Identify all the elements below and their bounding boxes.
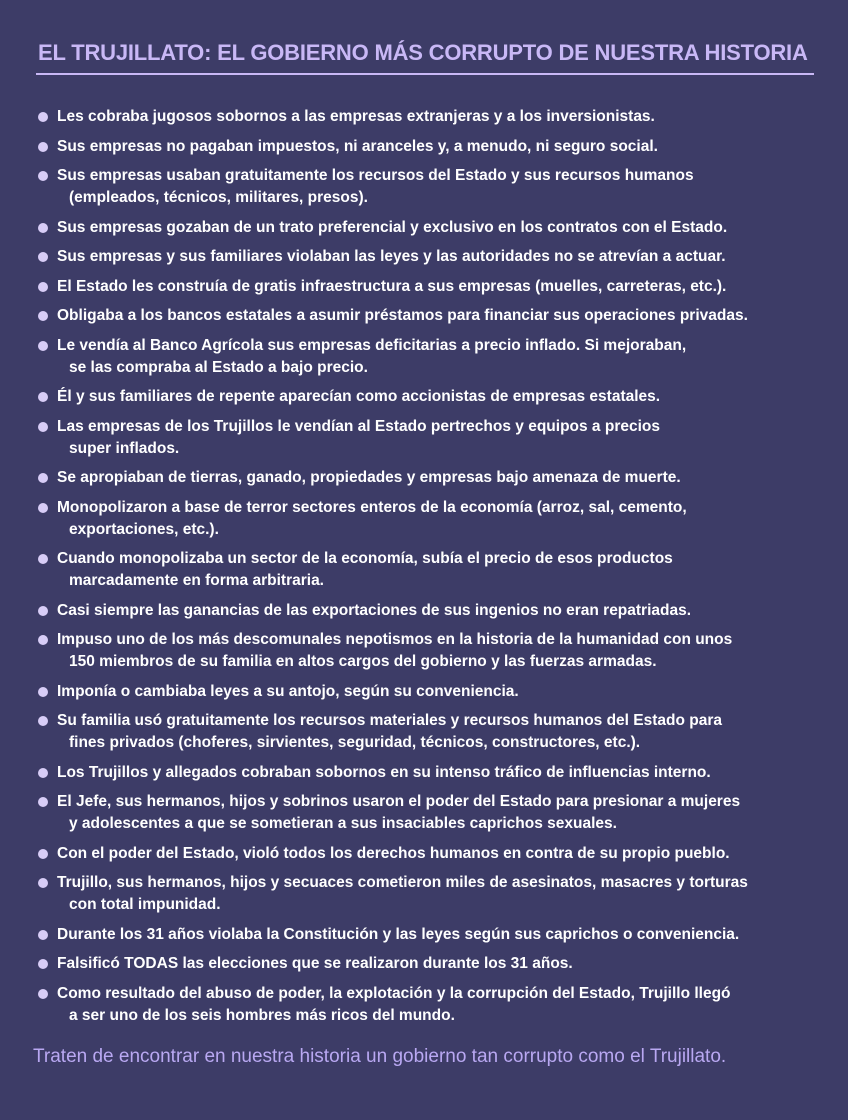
bullet-icon [38,989,48,999]
list-item-text: El Jefe, sus hermanos, hijos y sobrinos usaron el poder del Estado para presionar a mujeres [57,793,741,810]
list-item-text: Durante los 31 años violaba la Constitución y las leyes según sus caprichos o conveniencia. [57,925,740,943]
list-item-continuation: a ser uno de los seis hombres más ricos del mundo. [69,1006,455,1024]
list-item [36,467,826,489]
list-item-text: Casi siempre las ganancias de las exportaciones de sus ingenios no eran repatriadas. [57,601,692,619]
list-item [36,246,826,268]
bullet-icon [38,797,48,807]
list-item [36,335,826,379]
list-item-text: Impuso uno de los más descomunales nepotismos en la historia de la humanidad con unos [57,631,733,648]
bullet-icon [38,171,48,181]
list-item-text: Las empresas de los Trujillos le vendían al Estado pertrechos y equipos a precios [57,417,660,435]
list-item-text: Sus empresas gozaban de un trato preferencial y exclusivo en los contratos con el Estado. [57,218,728,236]
list-item-text: Se apropiaban de tierras, ganado, propiedades y empresas bajo amenaza de muerte. [57,469,681,486]
bullet-icon [38,606,48,616]
list-item-text: Sus empresas no pagaban impuestos, ni aranceles y, a menudo, ni seguro social. [57,137,658,155]
list-item [36,136,826,158]
footer-note: Traten de encontrar en nuestra historia un gobierno tan corrupto como el Trujillato. [33,1046,727,1067]
list-item-text: Le vendía al Banco Agrícola sus empresas deficitarias a precio inflado. Si mejoraban, [57,336,687,354]
list-item-text: Sus empresas usaban gratuitamente los recursos del Estado y sus recursos humanos [57,167,694,184]
list-item-text: Trujillo, sus hermanos, hijos y secuaces cometieron miles de asesinatos, masacres y torturas [57,874,748,891]
bullet-icon [38,930,48,940]
bullet-icon [38,311,48,321]
list-item [36,872,826,916]
list-item [36,710,826,754]
list-item [36,165,826,209]
bullet-icon [38,878,48,888]
bullet-icon [38,341,48,351]
list-item [36,629,826,673]
list-item-text: Con el poder del Estado, violó todos los derechos humanos en contra de su propio pueblo. [57,844,730,862]
list-item [36,497,826,541]
list-item-continuation: y adolescentes a que se sometieran a sus insaciables caprichos sexuales. [69,815,617,832]
list-item [36,305,826,327]
list-item-text: Sus empresas y sus familiares violaban las leyes y las autoridades no se atrevían a actuar. [57,248,726,265]
list-item-continuation: marcadamente en forma arbitraria. [69,572,324,589]
title-underline [36,73,814,75]
list-item-text: El Estado les construía de gratis infraestructura a sus empresas (muelles, carreteras, etc.). [57,277,727,295]
bullet-icon [38,768,48,778]
list-item-text: Él y sus familiares de repente aparecían como accionistas de empresas estatales. [57,388,661,405]
list-item-continuation: se las compraba al Estado a bajo precio. [69,358,368,376]
page-title: EL TRUJILLATO: EL GOBIERNO MÁS CORRUPTO DE NUESTRA HISTORIA [38,40,808,65]
corruption-list [36,106,826,1034]
bullet-icon [38,554,48,564]
list-item [36,791,826,835]
list-item-text: Los Trujillos y allegados cobraban sobornos en su intenso tráfico de influencias interno. [57,763,711,781]
bullet-icon [38,687,48,697]
list-item [36,681,826,703]
list-item-continuation: super inflados. [69,439,180,457]
list-item-continuation: fines privados (choferes, sirvientes, seguridad, técnicos, constructores, etc.). [69,734,641,751]
list-item [36,276,826,298]
list-item [36,217,826,239]
list-item-text: Falsificó TODAS las elecciones que se realizaron durante los 31 años. [57,955,573,972]
list-item-text: Les cobraba jugosos sobornos a las empresas extranjeras y a los inversionistas. [57,108,655,125]
bullet-icon [38,503,48,513]
bullet-icon [38,142,48,152]
bullet-icon [38,849,48,859]
bullet-icon [38,112,48,122]
list-item [36,924,826,946]
list-item [36,106,826,128]
list-item-text: Monopolizaron a base de terror sectores enteros de la economía (arroz, sal, cemento, [57,498,687,516]
bullet-icon [38,959,48,969]
list-item [36,983,826,1027]
list-item [36,953,826,975]
bullet-icon [38,635,48,645]
bullet-icon [38,223,48,233]
list-item-text: Imponía o cambiaba leyes a su antojo, según su conveniencia. [57,682,519,700]
list-item-continuation: con total impunidad. [69,896,221,913]
list-item [36,548,826,592]
list-item-continuation: exportaciones, etc.). [69,520,219,538]
list-item [36,386,826,408]
bullet-icon [38,422,48,432]
list-item-text: Su familia usó gratuitamente los recursos materiales y recursos humanos del Estado para [57,712,723,729]
list-item [36,843,826,865]
list-item-text: Como resultado del abuso de poder, la explotación y la corrupción del Estado, Trujillo llegó [57,984,731,1002]
list-item [36,600,826,622]
bullet-icon [38,252,48,262]
list-item-continuation: (empleados, técnicos, militares, presos). [69,189,368,206]
bullet-icon [38,716,48,726]
list-item-text: Cuando monopolizaba un sector de la economía, subía el precio de esos productos [57,550,673,567]
list-item [36,762,826,784]
bullet-icon [38,473,48,483]
list-item-text: Obligaba a los bancos estatales a asumir préstamos para financiar sus operaciones privadas. [57,307,748,324]
bullet-icon [38,282,48,292]
list-item-continuation: 150 miembros de su familia en altos cargos del gobierno y las fuerzas armadas. [69,653,657,670]
bullet-icon [38,392,48,402]
list-item [36,416,826,460]
